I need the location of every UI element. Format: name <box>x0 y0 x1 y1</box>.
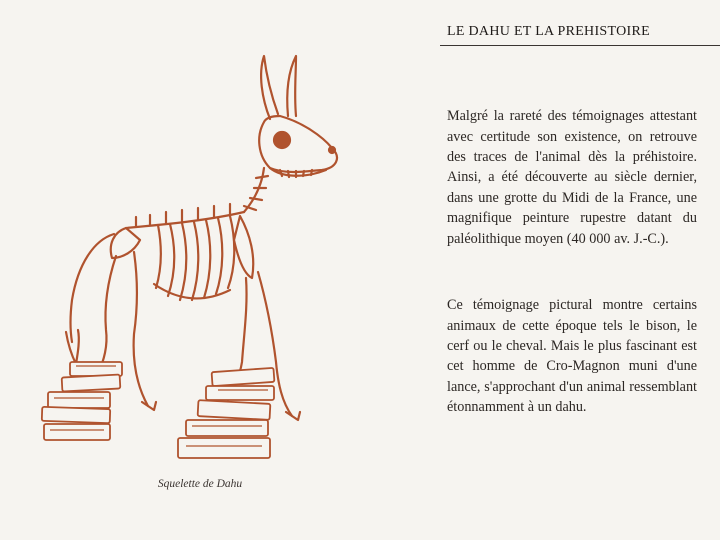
right-book-stack <box>178 368 274 458</box>
skull <box>259 116 337 172</box>
title-rule <box>440 45 720 46</box>
scapula <box>234 216 253 278</box>
neck <box>244 168 264 212</box>
paragraph-1: Malgré la rareté des témoignages attestant avec certitude son existence, on retrouve des traces de l'animal dès la préhistoire. Ainsi, a été découverte au siècle dernier, dans une grotte du Midi de la France, une magnifique peinture rupestre datant du paléolithique moyen (40 000 av. J.-C.). <box>447 108 697 247</box>
hind-leg-right <box>134 252 148 406</box>
paragraph-2: Ce témoignage pictural montre certains animaux de cette époque tels le bison, le cerf ou le cheval. Mais le plus fascinant est cet homme de Cro-Magnon muni d'une lance, s'approchant d'un animal ressemblant étonnamment à un dahu. <box>447 297 697 416</box>
dahu-skeleton-illustration <box>30 44 410 464</box>
article-title: LE DAHU ET LA PREHISTOIRE <box>447 24 650 39</box>
pelvis <box>111 228 140 258</box>
eye-socket <box>274 132 290 148</box>
left-book-stack <box>42 362 122 440</box>
left-horn <box>261 56 278 119</box>
figure-caption: Squelette de Dahu <box>157 478 243 490</box>
spine <box>126 212 244 228</box>
right-horn <box>287 56 296 116</box>
hind-leg-left <box>98 256 116 374</box>
ribs <box>156 216 234 300</box>
